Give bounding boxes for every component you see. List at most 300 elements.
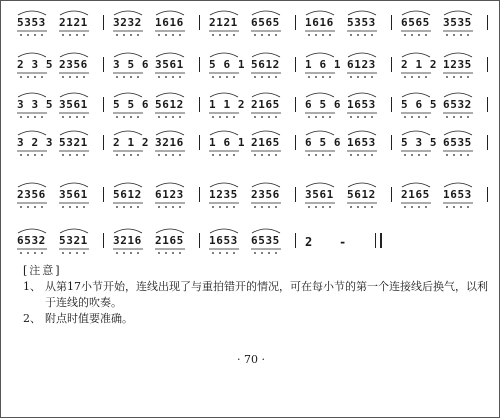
octave-dot: [219, 76, 221, 78]
note-group: 6 5 6: [305, 98, 342, 111]
octave-dot: [261, 154, 263, 156]
octave-dot: [27, 206, 29, 208]
octave-dot: [20, 154, 22, 156]
slur-arc: [252, 93, 280, 97]
slur-arc: [18, 183, 46, 187]
octave-dot: [27, 252, 29, 254]
octave-dot: [315, 154, 317, 156]
octave-dot: [329, 116, 331, 118]
octave-dot: [116, 116, 118, 118]
slur-arc: [60, 53, 88, 57]
slur-arc: [18, 11, 46, 15]
slur-arc: [252, 229, 280, 233]
octave-dot: [158, 116, 160, 118]
octave-dot: [460, 206, 462, 208]
octave-dot: [411, 154, 413, 156]
octave-dot: [261, 116, 263, 118]
octave-dot: [404, 154, 406, 156]
slur-arc: [210, 131, 238, 135]
octave-dot: [268, 34, 270, 36]
octave-dot: [467, 116, 469, 118]
barline: [487, 15, 488, 30]
octave-dot: [219, 154, 221, 156]
octave-dot: [411, 206, 413, 208]
slur-arc: [114, 93, 142, 97]
octave-dot: [467, 206, 469, 208]
octave-dot: [158, 206, 160, 208]
note-group: 2 1 2: [401, 58, 438, 71]
note-group: 2165: [155, 234, 184, 247]
note-group: 5 6 5: [401, 98, 438, 111]
slur-arc: [18, 93, 46, 97]
note-item: [23, 279, 493, 311]
slur-arc: [306, 53, 334, 57]
note-group: 5612: [155, 98, 184, 111]
octave-dot: [62, 252, 64, 254]
octave-dot: [404, 76, 406, 78]
octave-dot: [212, 252, 214, 254]
octave-dot: [137, 76, 139, 78]
octave-dot: [172, 76, 174, 78]
octave-dot: [179, 252, 181, 254]
octave-dot: [219, 116, 221, 118]
note-group: 3216: [155, 136, 184, 149]
barline: [199, 233, 200, 248]
octave-dot: [116, 76, 118, 78]
slur-arc: [156, 183, 184, 187]
octave-dot: [123, 116, 125, 118]
note-mark: 2: [305, 235, 313, 249]
octave-dot: [41, 34, 43, 36]
note-group: 2356: [17, 188, 46, 201]
slur-arc: [444, 93, 472, 97]
octave-dot: [308, 206, 310, 208]
octave-dot: [418, 116, 420, 118]
octave-dot: [425, 116, 427, 118]
octave-dot: [69, 34, 71, 36]
barline: [199, 97, 200, 112]
octave-dot: [275, 206, 277, 208]
octave-dot: [34, 206, 36, 208]
octave-dot: [425, 34, 427, 36]
note-group: 2165: [251, 98, 280, 111]
slur-arc: [156, 53, 184, 57]
octave-dot: [130, 76, 132, 78]
note-group: 6 5 6: [305, 136, 342, 149]
octave-dot: [322, 206, 324, 208]
octave-dot: [411, 116, 413, 118]
octave-dot: [123, 154, 125, 156]
octave-dot: [41, 206, 43, 208]
octave-dot: [425, 154, 427, 156]
octave-dot: [165, 206, 167, 208]
note-group: 3 2 3: [17, 136, 54, 149]
note-group: 1653: [347, 98, 376, 111]
octave-dot: [233, 116, 235, 118]
note-group: 1 6 1: [305, 58, 342, 71]
octave-dot: [219, 34, 221, 36]
octave-dot: [123, 206, 125, 208]
octave-dot: [404, 116, 406, 118]
note-item: [23, 311, 493, 327]
note-group: 1 1 2: [209, 98, 246, 111]
octave-dot: [254, 154, 256, 156]
note-mark: -: [339, 235, 347, 249]
final-barline: [375, 233, 382, 248]
note-group: 6532: [17, 234, 46, 247]
octave-dot: [357, 34, 359, 36]
octave-dot: [261, 76, 263, 78]
octave-dot: [460, 116, 462, 118]
octave-dot: [69, 76, 71, 78]
octave-dot: [130, 252, 132, 254]
octave-dot: [233, 154, 235, 156]
octave-dot: [254, 34, 256, 36]
barline: [199, 135, 200, 150]
octave-dot: [27, 116, 29, 118]
octave-dot: [308, 34, 310, 36]
slur-arc: [156, 11, 184, 15]
octave-dot: [453, 76, 455, 78]
octave-dot: [261, 252, 263, 254]
slur-arc: [60, 11, 88, 15]
octave-dot: [254, 116, 256, 118]
octave-dot: [371, 116, 373, 118]
slur-arc: [114, 53, 142, 57]
octave-dot: [165, 252, 167, 254]
octave-dot: [69, 206, 71, 208]
note-number: 2、: [23, 312, 41, 325]
octave-dot: [76, 116, 78, 118]
octave-dot: [460, 154, 462, 156]
note-group: 3561: [59, 98, 88, 111]
barline: [295, 187, 296, 202]
octave-dot: [165, 34, 167, 36]
octave-dot: [62, 34, 64, 36]
octave-dot: [83, 252, 85, 254]
octave-dot: [62, 116, 64, 118]
note-group: 2356: [251, 188, 280, 201]
barline: [295, 135, 296, 150]
octave-dot: [322, 76, 324, 78]
barline: [103, 57, 104, 72]
octave-dot: [350, 206, 352, 208]
octave-dot: [446, 154, 448, 156]
slur-arc: [444, 131, 472, 135]
barline: [487, 57, 488, 72]
octave-dot: [20, 206, 22, 208]
octave-dot: [165, 116, 167, 118]
octave-dot: [219, 252, 221, 254]
barline: [199, 57, 200, 72]
slur-arc: [114, 131, 142, 135]
octave-dot: [371, 154, 373, 156]
note-group: 6123: [155, 188, 184, 201]
octave-dot: [116, 252, 118, 254]
octave-dot: [179, 34, 181, 36]
barline: [295, 97, 296, 112]
slur-arc: [348, 183, 376, 187]
octave-dot: [116, 206, 118, 208]
octave-dot: [34, 34, 36, 36]
note-group: 3 3 5: [17, 98, 54, 111]
octave-dot: [130, 206, 132, 208]
octave-dot: [453, 116, 455, 118]
octave-dot: [226, 252, 228, 254]
slur-arc: [348, 131, 376, 135]
slur-arc: [114, 183, 142, 187]
octave-dot: [254, 76, 256, 78]
note-group: 1616: [155, 16, 184, 29]
octave-dot: [364, 76, 366, 78]
page-number: · 70 ·: [237, 353, 265, 366]
octave-dot: [453, 34, 455, 36]
note-group: 6535: [251, 234, 280, 247]
barline: [103, 97, 104, 112]
octave-dot: [137, 252, 139, 254]
note-group: 2165: [401, 188, 430, 201]
note-group: 5353: [347, 16, 376, 29]
octave-dot: [226, 154, 228, 156]
slur-arc: [348, 11, 376, 15]
octave-dot: [219, 206, 221, 208]
octave-dot: [76, 206, 78, 208]
slur-arc: [444, 183, 472, 187]
octave-dot: [364, 116, 366, 118]
octave-dot: [20, 34, 22, 36]
slur-arc: [60, 93, 88, 97]
octave-dot: [34, 116, 36, 118]
octave-dot: [83, 34, 85, 36]
octave-dot: [130, 116, 132, 118]
slur-arc: [60, 131, 88, 135]
barline: [103, 187, 104, 202]
slur-arc: [114, 229, 142, 233]
octave-dot: [233, 206, 235, 208]
octave-dot: [116, 34, 118, 36]
note-group: 5321: [59, 234, 88, 247]
note-group: 1653: [347, 136, 376, 149]
octave-dot: [233, 76, 235, 78]
barline: [391, 187, 392, 202]
note-number: 1、: [23, 280, 41, 293]
barline: [103, 15, 104, 30]
octave-dot: [179, 116, 181, 118]
octave-dot: [62, 76, 64, 78]
octave-dot: [268, 252, 270, 254]
octave-dot: [158, 252, 160, 254]
octave-dot: [308, 154, 310, 156]
octave-dot: [130, 154, 132, 156]
octave-dot: [76, 252, 78, 254]
octave-dot: [446, 34, 448, 36]
octave-dot: [158, 76, 160, 78]
note-group: 5612: [251, 58, 280, 71]
octave-dot: [130, 34, 132, 36]
note-group: 2121: [59, 16, 88, 29]
octave-dot: [226, 206, 228, 208]
note-group: 3561: [305, 188, 334, 201]
octave-dot: [275, 252, 277, 254]
slur-arc: [402, 131, 430, 135]
octave-dot: [411, 76, 413, 78]
octave-dot: [261, 206, 263, 208]
octave-dot: [329, 206, 331, 208]
octave-dot: [83, 206, 85, 208]
slur-arc: [444, 11, 472, 15]
note-group: 5612: [347, 188, 376, 201]
note-group: 1235: [209, 188, 238, 201]
slur-arc: [402, 11, 430, 15]
octave-dot: [254, 206, 256, 208]
octave-dot: [179, 76, 181, 78]
octave-dot: [261, 34, 263, 36]
octave-dot: [418, 206, 420, 208]
slur-arc: [18, 131, 46, 135]
octave-dot: [123, 34, 125, 36]
barline: [295, 57, 296, 72]
barline: [391, 57, 392, 72]
octave-dot: [418, 76, 420, 78]
octave-dot: [467, 154, 469, 156]
octave-dot: [172, 206, 174, 208]
octave-dot: [254, 252, 256, 254]
slur-arc: [444, 53, 472, 57]
octave-dot: [172, 252, 174, 254]
octave-dot: [268, 116, 270, 118]
note-group: 1653: [209, 234, 238, 247]
note-group: 5 5 6: [113, 98, 150, 111]
octave-dot: [69, 252, 71, 254]
octave-dot: [158, 154, 160, 156]
octave-dot: [322, 154, 324, 156]
octave-dot: [76, 76, 78, 78]
octave-dot: [308, 76, 310, 78]
octave-dot: [371, 206, 373, 208]
octave-dot: [172, 34, 174, 36]
octave-dot: [212, 34, 214, 36]
octave-dot: [76, 34, 78, 36]
slur-arc: [210, 229, 238, 233]
slur-arc: [210, 183, 238, 187]
slur-arc: [306, 183, 334, 187]
octave-dot: [371, 34, 373, 36]
score-line: [1, 53, 500, 93]
octave-dot: [308, 116, 310, 118]
octave-dot: [76, 154, 78, 156]
barline: [391, 15, 392, 30]
slur-arc: [210, 93, 238, 97]
barline: [487, 97, 488, 112]
octave-dot: [165, 154, 167, 156]
slur-arc: [402, 53, 430, 57]
barline: [295, 15, 296, 30]
score-line: [1, 131, 500, 171]
slur-arc: [252, 183, 280, 187]
octave-dot: [315, 34, 317, 36]
octave-dot: [446, 206, 448, 208]
note-group: 6535: [443, 136, 472, 149]
slur-arc: [18, 53, 46, 57]
octave-dot: [212, 116, 214, 118]
octave-dot: [418, 34, 420, 36]
note-group: 5 3 5: [401, 136, 438, 149]
barline: [103, 233, 104, 248]
octave-dot: [357, 206, 359, 208]
score-line: [1, 11, 500, 51]
octave-dot: [62, 154, 64, 156]
octave-dot: [275, 116, 277, 118]
octave-dot: [20, 252, 22, 254]
score-line: [1, 93, 500, 133]
note-group: 6565: [401, 16, 430, 29]
octave-dot: [411, 34, 413, 36]
octave-dot: [83, 154, 85, 156]
octave-dot: [137, 116, 139, 118]
octave-dot: [179, 154, 181, 156]
octave-dot: [137, 34, 139, 36]
note-group: 2 3 5: [17, 58, 54, 71]
octave-dot: [446, 76, 448, 78]
octave-dot: [172, 154, 174, 156]
slur-arc: [156, 229, 184, 233]
octave-dot: [425, 206, 427, 208]
note-group: 1 6 1: [209, 136, 246, 149]
note-group: 2121: [209, 16, 238, 29]
octave-dot: [350, 76, 352, 78]
octave-dot: [357, 116, 359, 118]
octave-dot: [34, 154, 36, 156]
octave-dot: [212, 76, 214, 78]
octave-dot: [425, 76, 427, 78]
note-group: 6123: [347, 58, 376, 71]
octave-dot: [460, 76, 462, 78]
octave-dot: [34, 252, 36, 254]
octave-dot: [268, 206, 270, 208]
octave-dot: [34, 76, 36, 78]
barline: [199, 15, 200, 30]
note-group: 1616: [305, 16, 334, 29]
slur-arc: [252, 53, 280, 57]
octave-dot: [165, 76, 167, 78]
octave-dot: [275, 76, 277, 78]
slur-arc: [402, 183, 430, 187]
octave-dot: [41, 252, 43, 254]
octave-dot: [371, 76, 373, 78]
octave-dot: [41, 76, 43, 78]
slur-arc: [18, 229, 46, 233]
octave-dot: [315, 116, 317, 118]
barline: [487, 187, 488, 202]
note-group: 3216: [113, 234, 142, 247]
octave-dot: [226, 116, 228, 118]
octave-dot: [350, 116, 352, 118]
octave-dot: [467, 34, 469, 36]
octave-dot: [20, 116, 22, 118]
octave-dot: [453, 206, 455, 208]
octave-dot: [329, 76, 331, 78]
slur-arc: [156, 93, 184, 97]
slur-arc: [402, 93, 430, 97]
octave-dot: [27, 76, 29, 78]
octave-dot: [404, 206, 406, 208]
note-group: 5353: [17, 16, 46, 29]
note-group: 6532: [443, 98, 472, 111]
octave-dot: [315, 206, 317, 208]
octave-dot: [364, 154, 366, 156]
octave-dot: [350, 154, 352, 156]
octave-dot: [212, 154, 214, 156]
